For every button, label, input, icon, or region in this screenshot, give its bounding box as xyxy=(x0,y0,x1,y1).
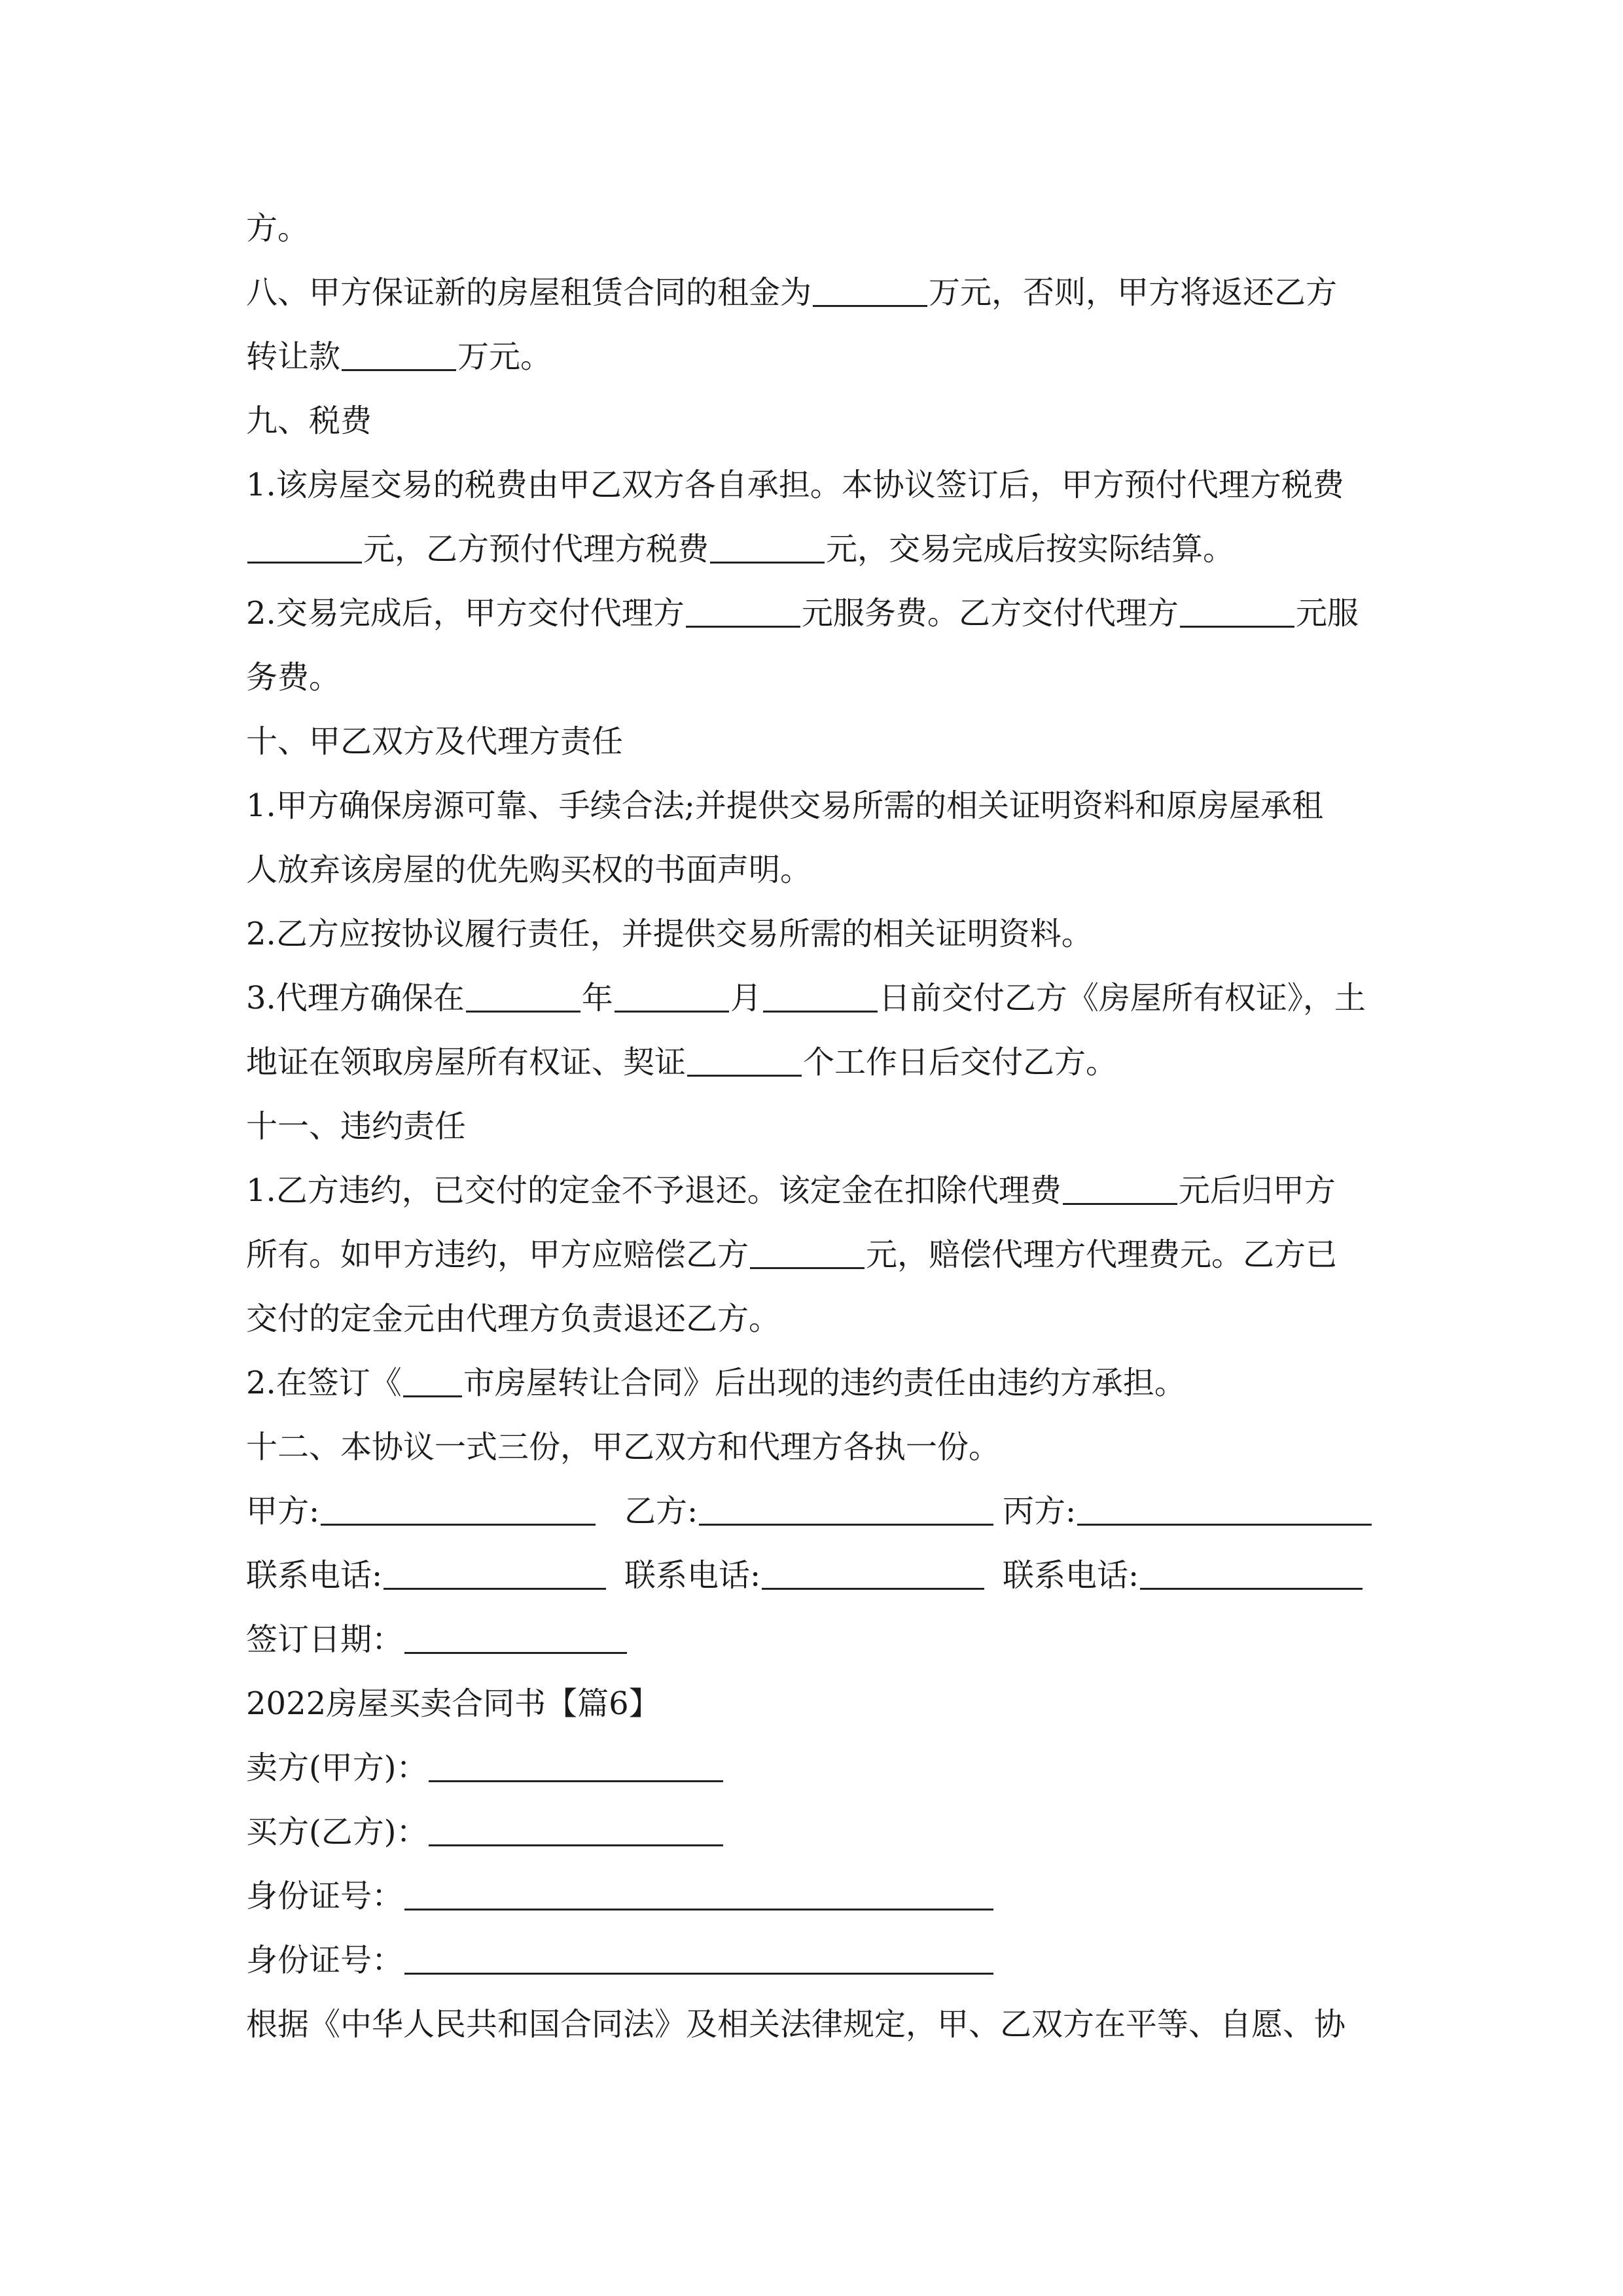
buyer-id-field[interactable] xyxy=(404,1935,993,1975)
seller-row: 卖方(甲方)： xyxy=(246,1736,1378,1800)
signature-row: 甲方: 乙方: 丙方: xyxy=(246,1479,1378,1543)
phone-row: 联系电话: 联系电话: 联系电话: xyxy=(246,1543,1378,1607)
paragraph: 3.代理方确保在 年 月 日前交付乙方《房屋所有权证》，土 xyxy=(246,966,1378,1030)
party-b-fee-blank[interactable] xyxy=(1180,588,1294,628)
section-heading: 十二、本协议一式三份，甲乙双方和代理方各执一份。 xyxy=(246,1429,1001,1465)
seller-field[interactable] xyxy=(429,1742,723,1782)
rent-amount-blank[interactable] xyxy=(813,267,927,307)
paragraph: 交付的定金元由代理方负责退还乙方。 xyxy=(246,1300,781,1337)
paragraph: 务费。 xyxy=(246,659,341,696)
section-heading: 九、税费 xyxy=(246,403,372,439)
section-heading: 十、甲乙双方及代理方责任 xyxy=(246,723,624,760)
sign-date-field[interactable] xyxy=(404,1614,627,1654)
party-a-fee-blank[interactable] xyxy=(686,588,800,628)
transfer-amount-blank[interactable] xyxy=(342,331,456,371)
city-blank[interactable] xyxy=(403,1357,462,1397)
paragraph: 根据《中华人民共和国合同法》及相关法律规定，甲、乙双方在平等、自愿、协 xyxy=(246,2006,1346,2043)
party-b-signature-field[interactable] xyxy=(699,1486,993,1526)
id-row: 身份证号： xyxy=(246,1864,1378,1928)
party-b-tax-blank[interactable] xyxy=(710,524,825,564)
month-blank[interactable] xyxy=(615,973,729,1013)
workdays-blank[interactable] xyxy=(687,1037,802,1077)
party-c-signature-field[interactable] xyxy=(1077,1486,1372,1526)
sign-date-row: 签订日期： xyxy=(246,1607,1378,1672)
document-body xyxy=(246,196,1378,2056)
paragraph: 1.乙方违约，已交付的定金不予退还。该定金在扣除代理费 元后归甲方 xyxy=(246,1158,1378,1223)
party-a-phone-field[interactable] xyxy=(383,1550,606,1590)
seller-id-field[interactable] xyxy=(404,1871,993,1910)
paragraph: 2.乙方应按协议履行责任，并提供交易所需的相关证明资料。 xyxy=(246,916,1093,952)
buyer-row: 买方(乙方)： xyxy=(246,1800,1378,1864)
paragraph: 人放弃该房屋的优先购买权的书面声明。 xyxy=(246,852,812,888)
paragraph: 2.在签订《 市房屋转让合同》后出现的违约责任由违约方承担。 xyxy=(246,1351,1378,1415)
party-c-phone-field[interactable] xyxy=(1140,1550,1363,1590)
year-blank[interactable] xyxy=(466,973,580,1013)
party-a-tax-blank[interactable] xyxy=(247,524,362,564)
compensation-blank[interactable] xyxy=(750,1229,865,1269)
section-heading: 十一、违约责任 xyxy=(246,1108,467,1145)
paragraph: 地证在领取房屋所有权证、契证 个工作日后交付乙方。 xyxy=(246,1030,1378,1094)
id-row: 身份证号： xyxy=(246,1928,1378,1992)
paragraph: 所有。如甲方违约，甲方应赔偿乙方 元，赔偿代理方代理费元。乙方已 xyxy=(246,1223,1378,1287)
clause-8: 八、甲方保证新的房屋租赁合同的租金为 万元，否则，甲方将返还乙方 xyxy=(246,260,1378,325)
paragraph: 转让款 万元。 xyxy=(246,325,1378,389)
agency-fee-blank[interactable] xyxy=(1063,1165,1177,1205)
day-blank[interactable] xyxy=(763,973,878,1013)
paragraph: 1.甲方确保房源可靠、手续合法;并提供交易所需的相关证明资料和原房屋承租 xyxy=(246,787,1323,824)
contract-heading: 2022房屋买卖合同书【篇6】 xyxy=(246,1685,660,1722)
paragraph: 方。 xyxy=(246,210,310,247)
buyer-field[interactable] xyxy=(429,1806,723,1846)
paragraph: 1.该房屋交易的税费由甲乙双方各自承担。本协议签订后，甲方预付代理方税费 xyxy=(246,467,1344,503)
paragraph: 2.交易完成后，甲方交付代理方 元服务费。乙方交付代理方 元服 xyxy=(246,581,1378,645)
party-b-phone-field[interactable] xyxy=(762,1550,984,1590)
party-a-signature-field[interactable] xyxy=(321,1486,596,1526)
paragraph: 元，乙方预付代理方税费 元，交易完成后按实际结算。 xyxy=(246,517,1378,581)
